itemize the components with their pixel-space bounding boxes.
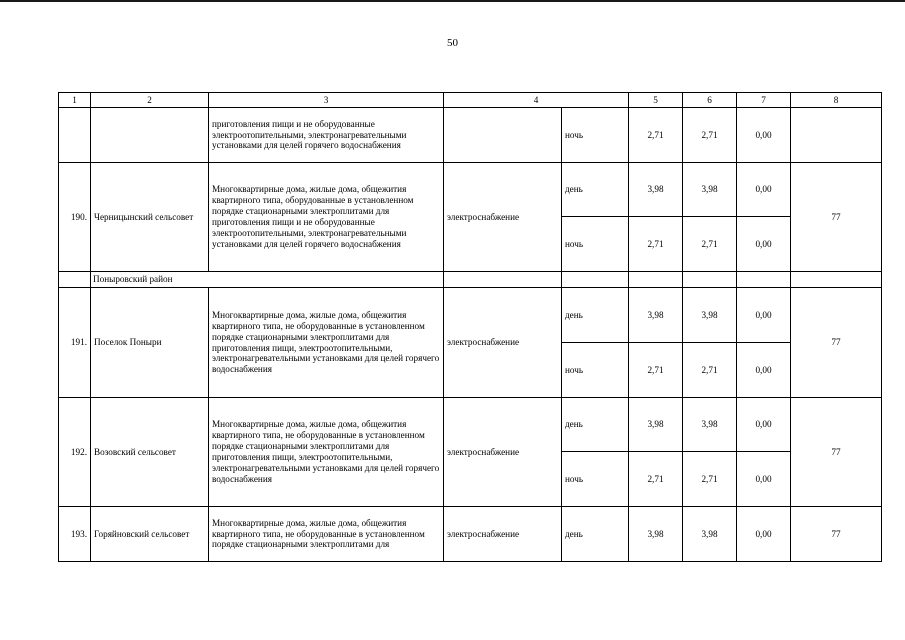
column-header-5: 5 <box>629 93 683 108</box>
value-col6: 3,98 <box>683 398 737 452</box>
value-col6: 2,71 <box>683 217 737 272</box>
service-type: электроснабжение <box>444 507 562 562</box>
value-col7: 0,00 <box>737 217 791 272</box>
value-col7: 0,00 <box>737 343 791 398</box>
service-type: электроснабжение <box>444 288 562 398</box>
value-col7: 0,00 <box>737 108 791 163</box>
column-header-4: 4 <box>444 93 629 108</box>
row-number: 192. <box>59 398 91 507</box>
value-col8: 77 <box>791 507 882 562</box>
column-header-8: 8 <box>791 93 882 108</box>
locality-name: Поселок Поныри <box>91 288 209 398</box>
table-row <box>59 398 882 452</box>
value-col8: 77 <box>791 398 882 507</box>
page-top-border <box>0 0 905 2</box>
district-number-cell <box>59 272 91 288</box>
tariff-table <box>58 92 882 562</box>
value-col7: 0,00 <box>737 398 791 452</box>
district-col5 <box>629 272 683 288</box>
value-col7: 0,00 <box>737 507 791 562</box>
value-col6: 2,71 <box>683 452 737 507</box>
district-col8 <box>791 272 882 288</box>
consumer-description: Многоквартирные дома, жилые дома, общежития квартирного типа, не оборудованные в установленном порядке стационарными электроплитами для <box>209 507 444 562</box>
value-col7: 0,00 <box>737 452 791 507</box>
consumer-description: приготовления пищи и не оборудованные электроотопительными, электронагревательными установками для целей горячего водоснабжения <box>209 108 444 163</box>
service-type: электроснабжение <box>444 163 562 272</box>
district-col6 <box>683 272 737 288</box>
period-day: день <box>562 398 629 452</box>
value-col8 <box>791 108 882 163</box>
value-col8: 77 <box>791 288 882 398</box>
value-col5: 3,98 <box>629 163 683 217</box>
value-col6: 3,98 <box>683 507 737 562</box>
value-col5: 3,98 <box>629 507 683 562</box>
page-number: 50 <box>447 37 458 49</box>
period-day: день <box>562 288 629 343</box>
column-header-3: 3 <box>209 93 444 108</box>
value-col6: 2,71 <box>683 108 737 163</box>
period-night: ночь <box>562 452 629 507</box>
column-header-7: 7 <box>737 93 791 108</box>
continuation-row <box>59 108 882 163</box>
service-type: электроснабжение <box>444 398 562 507</box>
value-col5: 3,98 <box>629 288 683 343</box>
district-name: Поныровский район <box>91 272 444 288</box>
consumer-description: Многоквартирные дома, жилые дома, общежития квартирного типа, не оборудованные в установленном порядке стационарными электроплитами для приготовления пищи, электроотопительными, электронагревательными установками для целей горячего водоснабжения <box>209 398 444 507</box>
row-number: 190. <box>59 163 91 272</box>
value-col5: 3,98 <box>629 398 683 452</box>
period-night: ночь <box>562 217 629 272</box>
value-col7: 0,00 <box>737 163 791 217</box>
value-col6: 2,71 <box>683 343 737 398</box>
district-service-cell <box>444 272 562 288</box>
value-col5: 2,71 <box>629 108 683 163</box>
table-header-row <box>59 93 882 108</box>
locality-cell <box>91 108 209 163</box>
period-night: ночь <box>562 343 629 398</box>
table-row <box>59 288 882 343</box>
consumer-description: Многоквартирные дома, жилые дома, общежития квартирного типа, не оборудованные в установленном порядке стационарными электроплитами для приготовления пищи, электроотопительными, электронагревательными установками для целей горячего водоснабжения <box>209 288 444 398</box>
period-day: день <box>562 163 629 217</box>
locality-name: Черницынский сельсовет <box>91 163 209 272</box>
table-row <box>59 163 882 217</box>
column-header-1: 1 <box>59 93 91 108</box>
value-col5: 2,71 <box>629 343 683 398</box>
locality-name: Горяйновский сельсовет <box>91 507 209 562</box>
row-number-cell <box>59 108 91 163</box>
service-cell <box>444 108 562 163</box>
period-day: день <box>562 507 629 562</box>
value-col5: 2,71 <box>629 217 683 272</box>
value-col6: 3,98 <box>683 163 737 217</box>
district-period-cell <box>562 272 629 288</box>
column-header-6: 6 <box>683 93 737 108</box>
column-header-2: 2 <box>91 93 209 108</box>
consumer-description: Многоквартирные дома, жилые дома, общежития квартирного типа, оборудованные в установленном порядке стационарными электроплитами для приготовления пищи и не оборудованные электроотопительными, электронагревательными установками для целей горячего водоснабжения <box>209 163 444 272</box>
value-col5: 2,71 <box>629 452 683 507</box>
district-row <box>59 272 882 288</box>
period-cell: ночь <box>562 108 629 163</box>
row-number: 191. <box>59 288 91 398</box>
table-row <box>59 507 882 562</box>
row-number: 193. <box>59 507 91 562</box>
locality-name: Возовский сельсовет <box>91 398 209 507</box>
value-col8: 77 <box>791 163 882 272</box>
value-col7: 0,00 <box>737 288 791 343</box>
value-col6: 3,98 <box>683 288 737 343</box>
district-col7 <box>737 272 791 288</box>
